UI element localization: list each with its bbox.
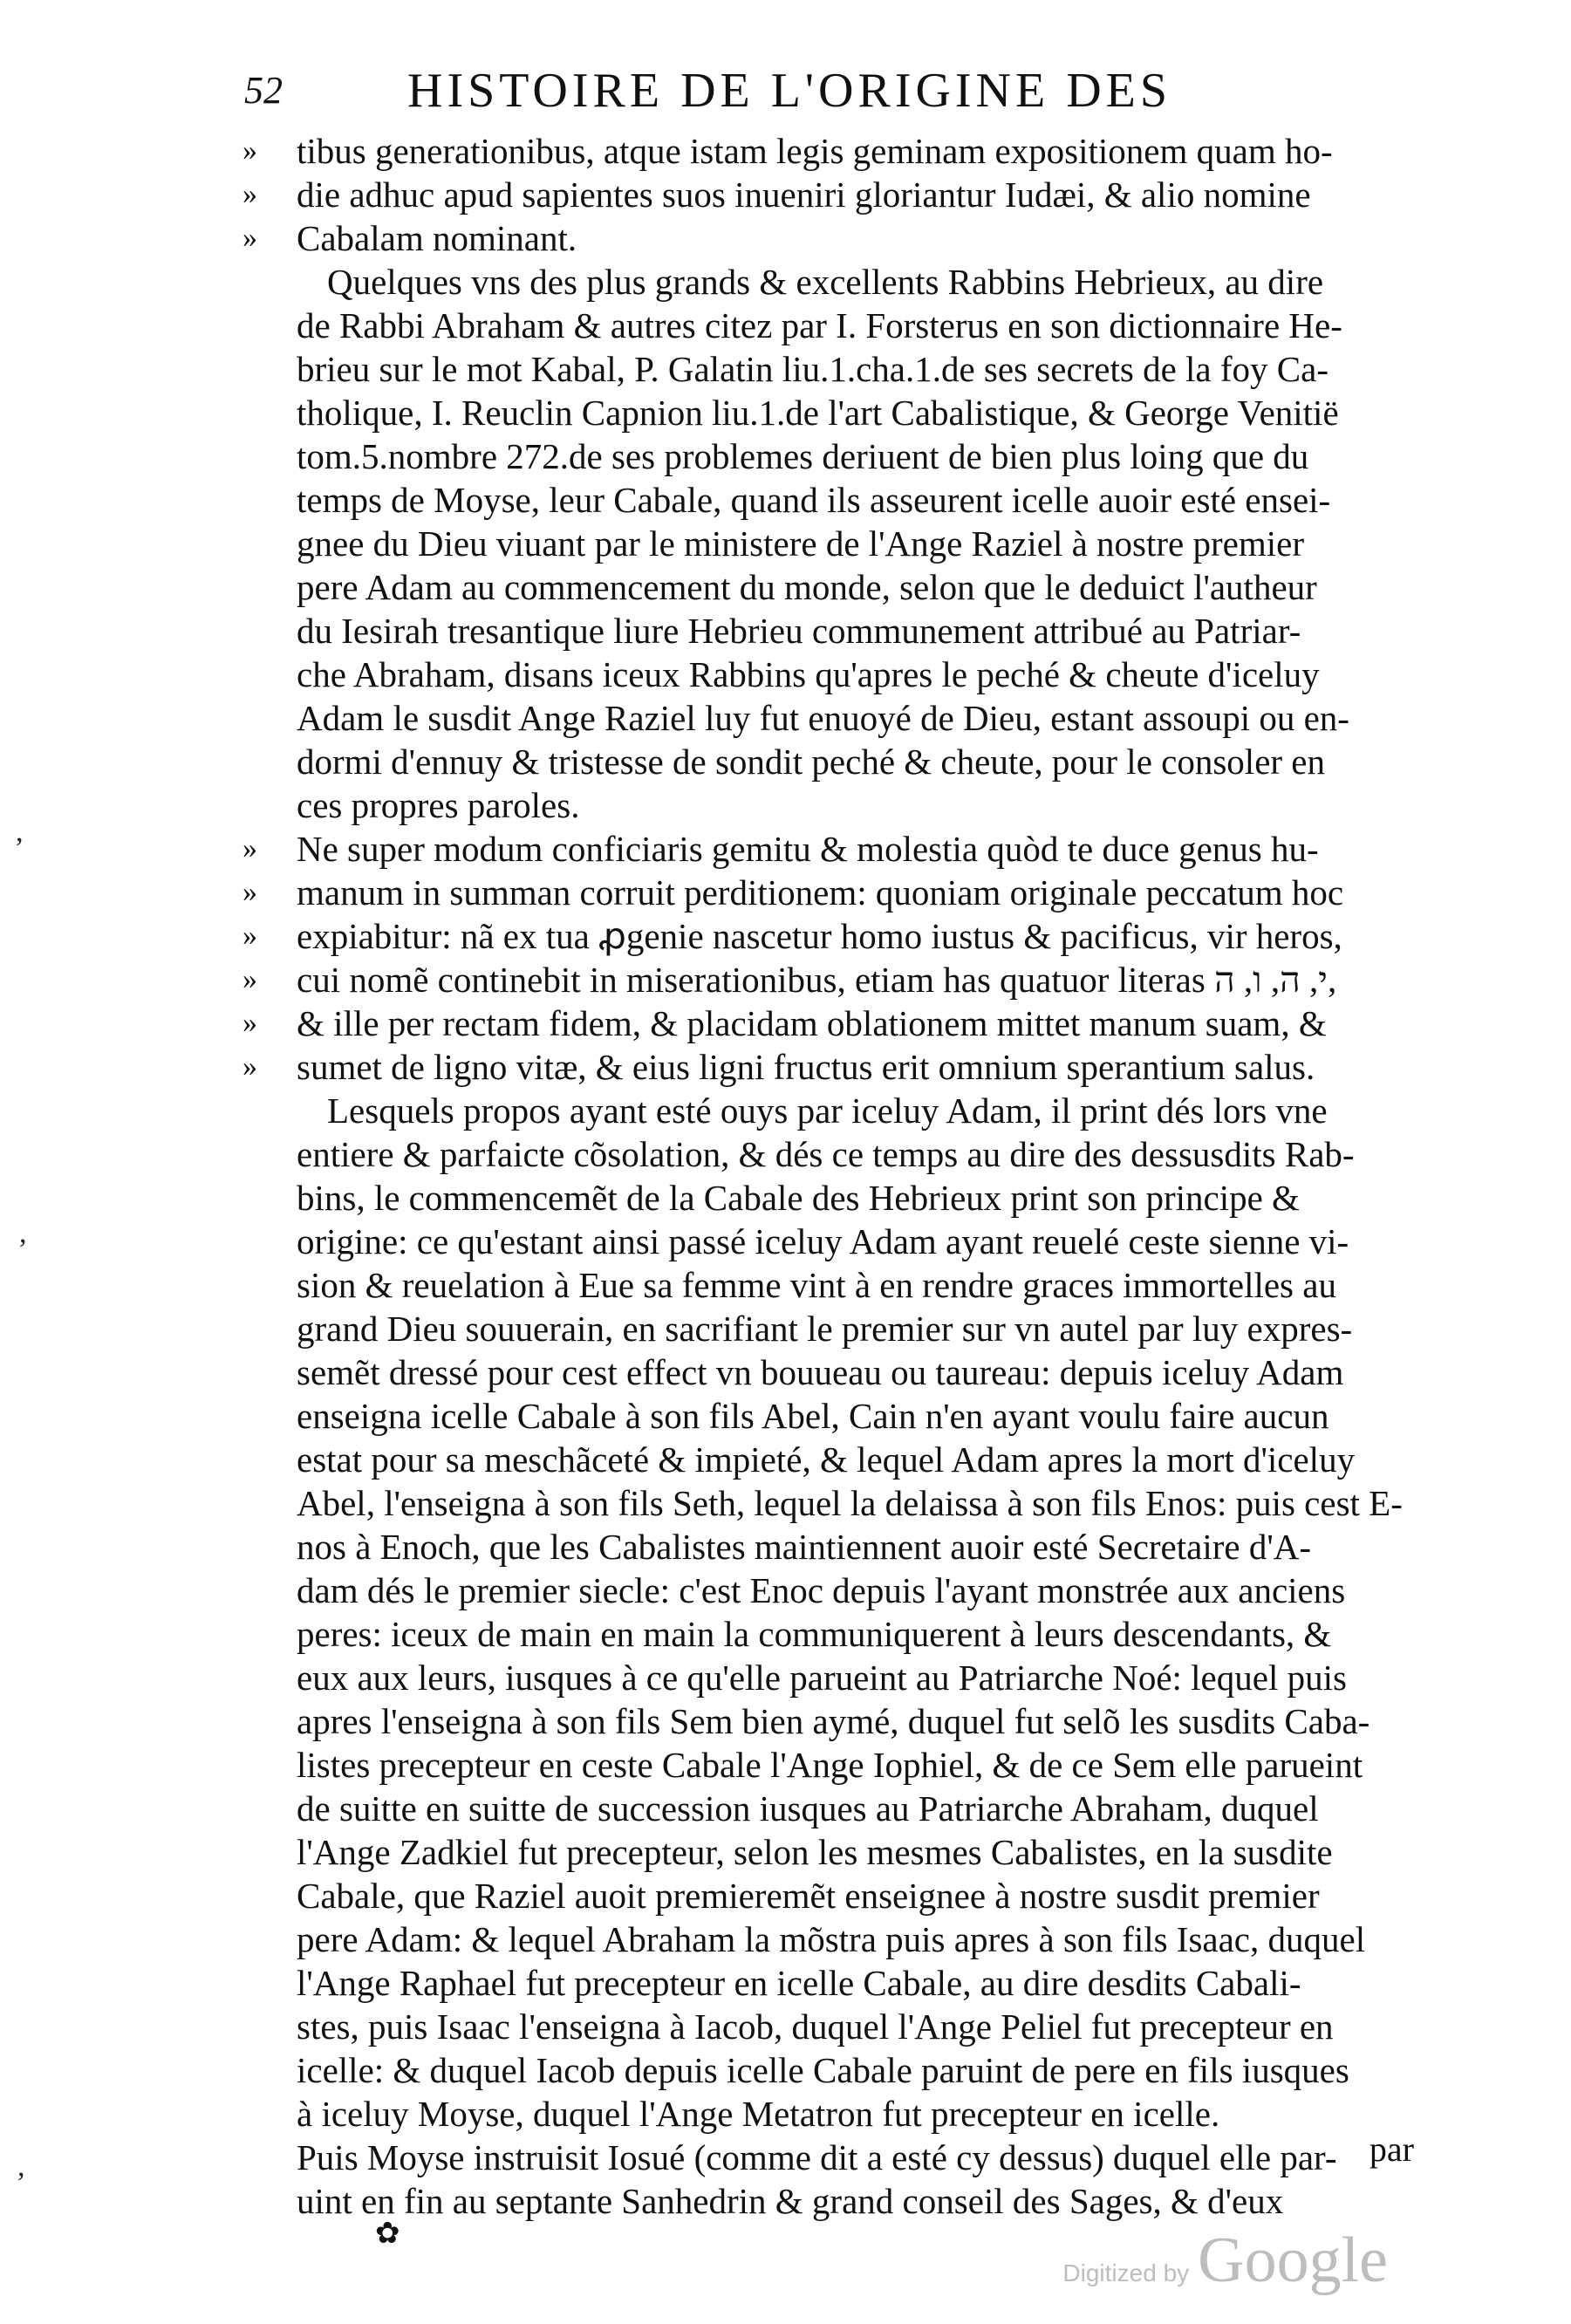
text-line	[218, 391, 1439, 434]
text-line	[218, 2005, 1439, 2048]
text-line	[218, 1132, 1439, 1176]
line-text: uint en fin au septante Sanhedrin & grand conseil des Sages, & d'eux	[297, 2181, 1284, 2221]
text-line	[218, 1481, 1439, 1525]
quotation-marker: »	[242, 963, 257, 995]
google-logo: Google	[1198, 2225, 1388, 2296]
line-text: expiabitur: nã ex tua ꝓgenie nascetur homo iustus & pacificus, vir heros,	[297, 916, 1342, 956]
text-line	[218, 740, 1439, 783]
text-line	[218, 129, 1439, 173]
text-line	[218, 1830, 1439, 1874]
text-line	[218, 347, 1439, 391]
line-text: Lesquels propos ayant esté ouys par iceluy Adam, il print dés lors vne	[327, 1090, 1328, 1131]
running-title: HISTOIRE DE L'ORIGINE DES	[407, 64, 1171, 118]
text-line	[218, 653, 1439, 696]
line-text: Adam le susdit Ange Raziel luy fut enuoyé de Dieu, estant assoupi ou en-	[297, 698, 1349, 738]
line-text: dormi d'ennuy & tristesse de sondit peché & cheute, pour le consoler en	[297, 742, 1325, 782]
text-line	[218, 914, 1439, 958]
text-line	[218, 958, 1439, 1001]
text-line	[218, 2092, 1439, 2136]
line-text: & ille per rectam fidem, & placidam oblationem mittet manum suam, &	[297, 1003, 1327, 1043]
line-text: nos à Enoch, que les Cabalistes maintiennent auoir esté Secretaire d'A-	[297, 1527, 1311, 1567]
text-line	[218, 783, 1439, 827]
quotation-marker: »	[242, 1007, 257, 1039]
quotation-marker: »	[242, 919, 257, 952]
line-text: temps de Moyse, leur Cabale, quand ils asseurent icelle auoir esté ensei-	[297, 480, 1331, 520]
text-line	[218, 1263, 1439, 1307]
line-text: manum in summan corruit perditionem: quoniam originale peccatum hoc	[297, 872, 1344, 913]
line-text: bins, le commencemẽt de la Cabale des Hebrieux print son principe &	[297, 1178, 1300, 1218]
line-text: cui nomẽ continebit in miserationibus, etiam has quatuor literas י, ה, ו, ה,	[297, 960, 1337, 1000]
line-text: tibus generationibus, atque istam legis geminam expositionem quam ho-	[297, 131, 1333, 171]
line-text: à iceluy Moyse, duquel l'Ange Metatron fut precepteur en icelle.	[297, 2094, 1220, 2134]
line-text: ces propres paroles.	[297, 785, 580, 825]
text-line	[218, 871, 1439, 914]
line-text: stes, puis Isaac l'enseigna à Iacob, duquel l'Ange Peliel fut precepteur en	[297, 2006, 1334, 2047]
page-number: 52	[244, 69, 283, 112]
line-text: de suitte en suitte de succession iusques au Patriarche Abraham, duquel	[297, 1788, 1319, 1828]
line-text: sumet de ligno vitæ, & eius ligni fructus erit omnium sperantium salus.	[297, 1047, 1315, 1087]
text-line	[218, 1045, 1439, 1089]
line-text: entiere & parfaicte cõsolation, & dés ce temps au dire des dessusdits Rab-	[297, 1134, 1355, 1174]
line-text: Cabalam nominant.	[297, 218, 577, 258]
text-line	[218, 1743, 1439, 1787]
text-line	[218, 1350, 1439, 1394]
text-line	[218, 1656, 1439, 1699]
line-text: Ne super modum conficiaris gemitu & molestia quòd te duce genus hu-	[297, 829, 1319, 869]
line-text: sion & reuelation à Eue sa femme vint à en rendre graces immortelles au	[297, 1265, 1336, 1305]
text-line	[218, 2179, 1439, 2223]
stray-mark: ,	[19, 1217, 27, 1249]
text-line	[218, 1612, 1439, 1656]
text-line	[218, 1176, 1439, 1220]
line-text: peres: iceux de main en main la communiquerent à leurs descendants, &	[297, 1614, 1332, 1654]
text-line	[218, 1220, 1439, 1263]
text-line	[218, 478, 1439, 522]
watermark-prefix: Digitized by	[1062, 2259, 1190, 2286]
line-text: Cabale, que Raziel auoit premieremẽt enseignee à nostre susdit premier	[297, 1876, 1320, 1916]
text-line	[218, 2136, 1439, 2179]
text-line	[218, 304, 1439, 347]
line-text: eux aux leurs, iusques à ce qu'elle parueint au Patriarche Noé: lequel puis	[297, 1658, 1347, 1698]
line-text: du Iesirah tresantique liure Hebrieu communement attribué au Patriar-	[297, 611, 1301, 651]
line-text: Puis Moyse instruisit Iosué (comme dit a esté cy dessus) duquel elle par-	[297, 2137, 1337, 2177]
stray-mark: ,	[16, 816, 24, 848]
line-text: Abel, l'enseigna à son fils Seth, lequel la delaissa à son fils Enos: puis cest E-	[297, 1483, 1403, 1523]
text-line	[218, 1961, 1439, 2005]
text-line	[218, 696, 1439, 740]
line-text: tholique, I. Reuclin Capnion liu.1.de l'art Cabalistique, & George Venitië	[297, 393, 1339, 433]
text-line	[218, 1001, 1439, 1045]
quotation-marker: »	[242, 832, 257, 865]
line-text: dam dés le premier siecle: c'est Enoc depuis l'ayant monstrée aux anciens	[297, 1570, 1346, 1610]
quotation-marker: »	[242, 876, 257, 908]
line-text: brieu sur le mot Kabal, P. Galatin liu.1.cha.1.de ses secrets de la foy Ca-	[297, 349, 1329, 389]
text-line	[218, 173, 1439, 216]
quotation-marker: »	[242, 222, 257, 254]
line-text: origine: ce qu'estant ainsi passé iceluy Adam ayant reuelé ceste sienne vi-	[297, 1221, 1349, 1261]
line-text: icelle: & duquel Iacob depuis icelle Cabale paruint de pere en fils iusques	[297, 2050, 1349, 2090]
line-text: semẽt dressé pour cest effect vn bouueau ou taureau: depuis iceluy Adam	[297, 1352, 1344, 1392]
line-text: enseigna icelle Cabale à son fils Abel, Cain n'en ayant voulu faire aucun	[297, 1396, 1329, 1436]
line-text: l'Ange Zadkiel fut precepteur, selon les mesmes Cabalistes, en la susdite	[297, 1832, 1333, 1872]
text-line	[218, 522, 1439, 565]
line-text: che Abraham, disans iceux Rabbins qu'apres le peché & cheute d'iceluy	[297, 654, 1320, 694]
text-line	[218, 434, 1439, 478]
text-line	[218, 565, 1439, 609]
quotation-marker: »	[242, 134, 257, 167]
line-text: tom.5.nombre 272.de ses problemes deriuent de bien plus loing que du	[297, 436, 1309, 476]
page-header	[244, 63, 1274, 124]
text-line	[218, 1917, 1439, 1961]
text-line	[218, 260, 1439, 304]
text-line	[218, 1569, 1439, 1612]
text-line	[218, 827, 1439, 871]
body-text	[218, 129, 1439, 2223]
text-line	[218, 216, 1439, 260]
catchword: par	[1369, 2129, 1414, 2169]
quotation-marker: »	[242, 1050, 257, 1083]
quotation-marker: »	[242, 178, 257, 210]
line-text: de Rabbi Abraham & autres citez par I. Forsterus en son dictionnaire He-	[297, 305, 1342, 345]
text-line	[218, 1438, 1439, 1481]
ornament-mark: ✿	[375, 2218, 400, 2250]
text-line	[218, 1394, 1439, 1438]
line-text: apres l'enseigna à son fils Sem bien aymé, duquel fut selõ les susdits Caba-	[297, 1701, 1370, 1741]
line-text: gnee du Dieu viuant par le ministere de l'Ange Raziel à nostre premier	[297, 523, 1304, 564]
text-line	[218, 1787, 1439, 1830]
text-line	[218, 1874, 1439, 1917]
google-watermark	[1062, 2224, 1388, 2298]
text-line	[218, 1089, 1439, 1132]
text-line	[218, 1699, 1439, 1743]
stray-mark: ,	[17, 2150, 25, 2183]
line-text: Quelques vns des plus grands & excellents Rabbins Hebrieux, au dire	[327, 262, 1324, 302]
line-text: listes precepteur en ceste Cabale l'Ange Iophiel, & de ce Sem elle parueint	[297, 1745, 1363, 1785]
line-text: pere Adam au commencement du monde, selon que le deduict l'autheur	[297, 567, 1317, 607]
line-text: l'Ange Raphael fut precepteur en icelle Cabale, au dire desdits Cabali-	[297, 1963, 1301, 2003]
text-line	[218, 2048, 1439, 2092]
text-line	[218, 1525, 1439, 1569]
line-text: die adhuc apud sapientes suos inueniri gloriantur Iudæi, & alio nomine	[297, 174, 1311, 215]
text-line	[218, 609, 1439, 653]
line-text: grand Dieu souuerain, en sacrifiant le premier sur vn autel par luy expres-	[297, 1309, 1353, 1349]
text-line	[218, 1307, 1439, 1350]
line-text: pere Adam: & lequel Abraham la mõstra puis apres à son fils Isaac, duquel	[297, 1919, 1366, 1959]
line-text: estat pour sa meschãceté & impieté, & lequel Adam apres la mort d'iceluy	[297, 1439, 1356, 1480]
